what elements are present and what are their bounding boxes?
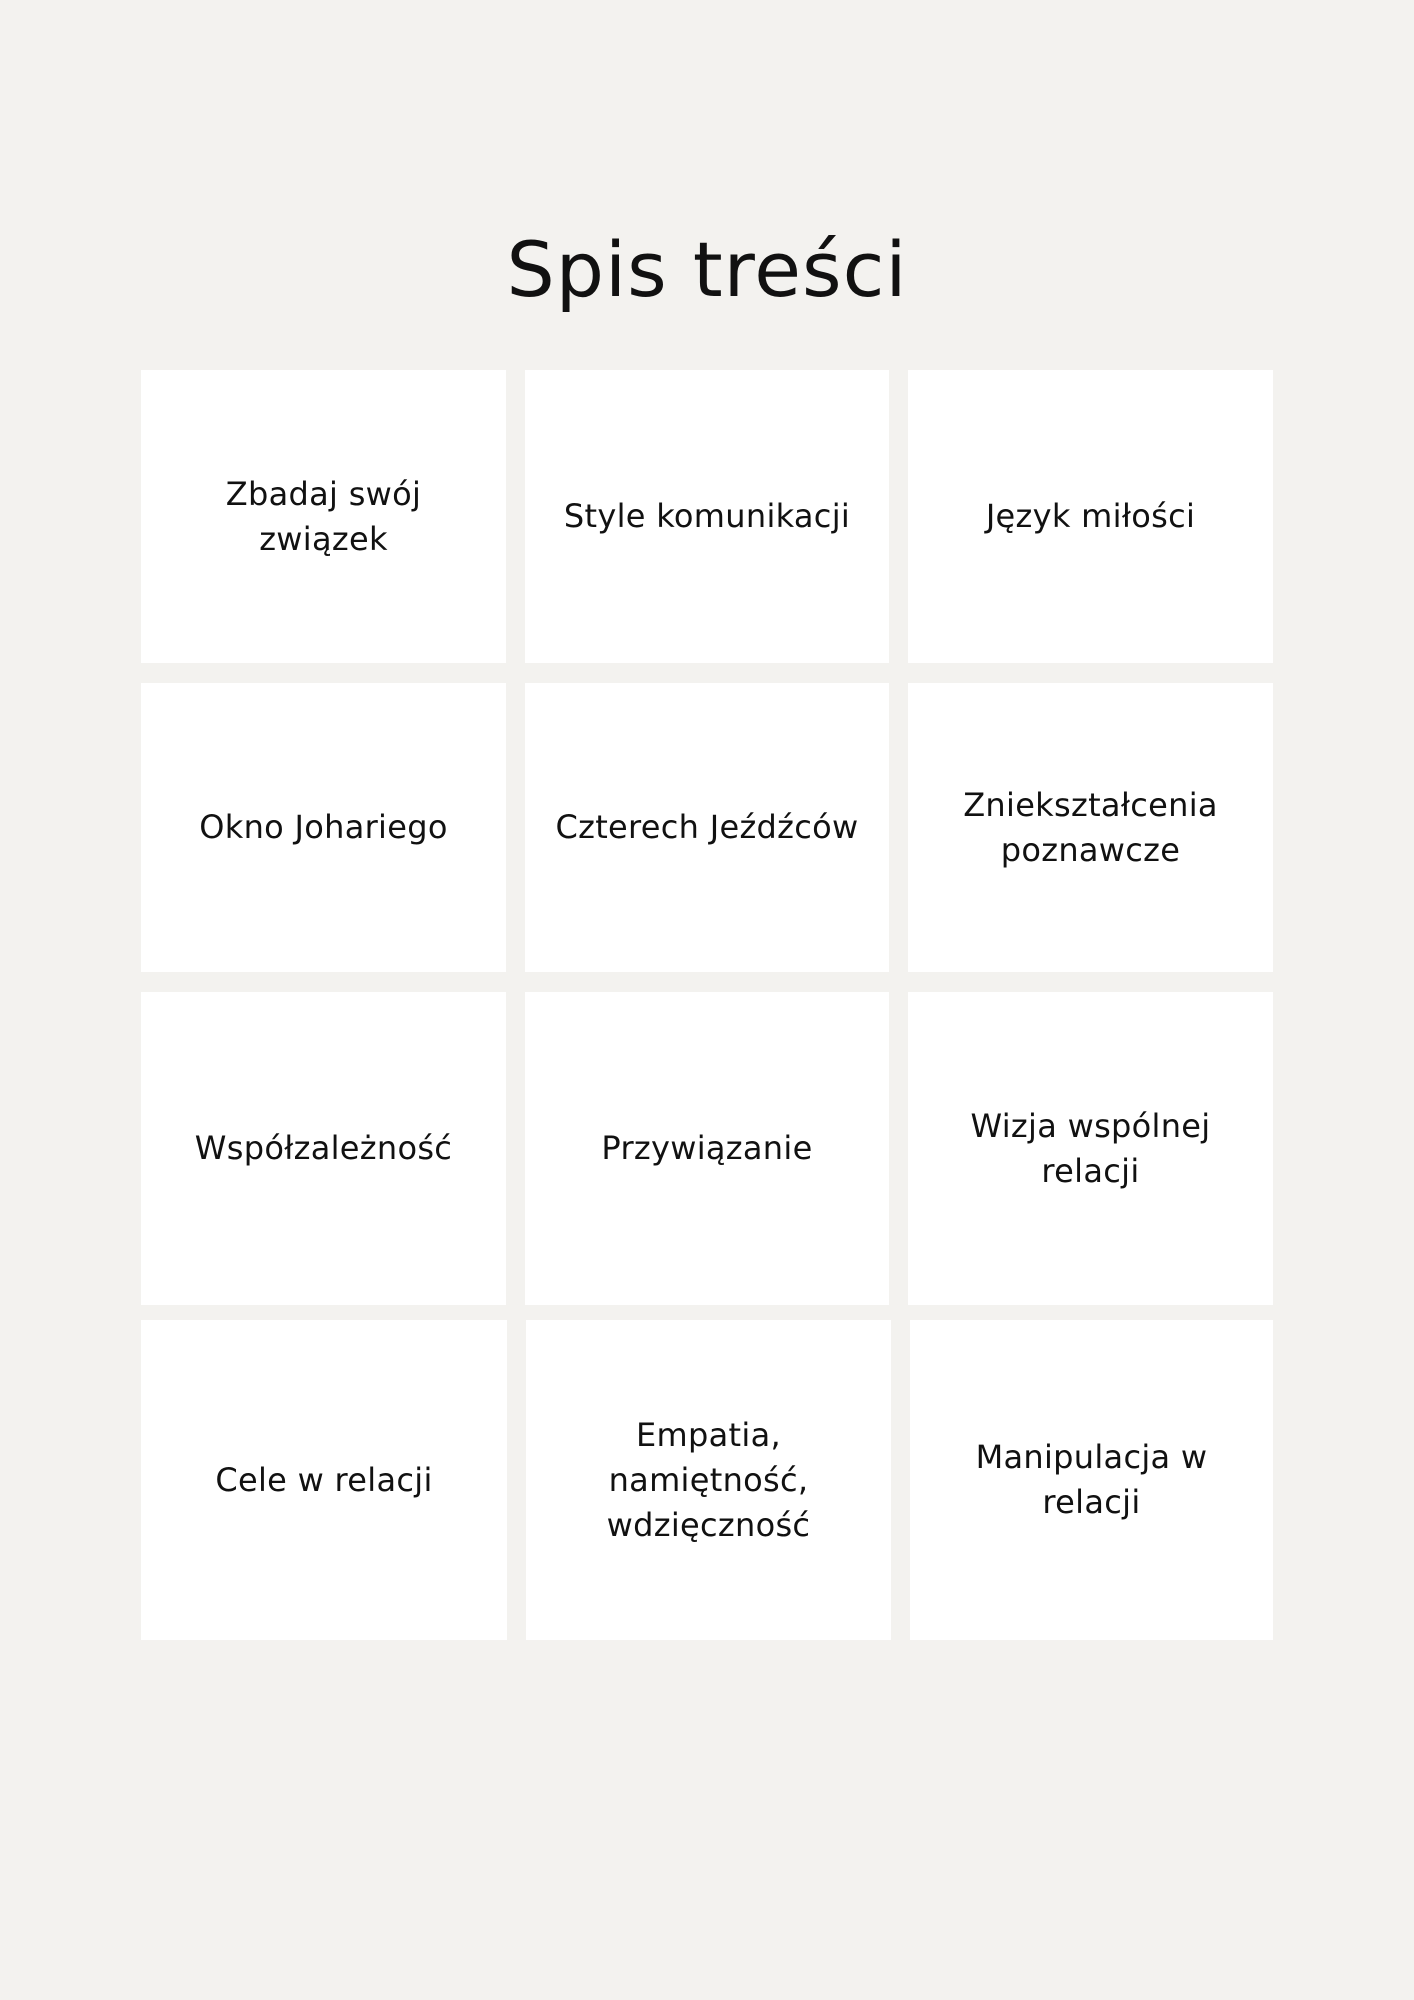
toc-item-label: Czterech Jeźdźców — [555, 808, 859, 846]
toc-item-label: Manipulacja w relacji — [975, 1438, 1208, 1521]
toc-item-cele-w-relacji[interactable] — [141, 1320, 507, 1640]
toc-item-wizja-wspolnej-relacji[interactable] — [908, 992, 1273, 1305]
toc-item-znieksztalcenia-poznawcze[interactable] — [908, 683, 1273, 972]
toc-item-label: Style komunikacji — [563, 497, 851, 535]
toc-item-czterech-jezdzcow[interactable] — [525, 683, 889, 972]
toc-item-manipulacja-w-relacji[interactable] — [910, 1320, 1273, 1640]
toc-item-label: Okno Johariego — [199, 808, 448, 846]
toc-item-okno-johariego[interactable] — [141, 683, 506, 972]
toc-item-label: Przywiązanie — [601, 1129, 813, 1167]
toc-item-label: Współzależność — [194, 1129, 453, 1167]
toc-item-label: Wizja wspólnej relacji — [970, 1106, 1211, 1190]
toc-item-label: Zbadaj swój związek — [225, 474, 422, 558]
toc-item-wspolzaleznosc[interactable] — [141, 992, 506, 1305]
toc-item-label: Zniekształcenia poznawcze — [963, 785, 1218, 869]
toc-item-zbadaj-swoj-zwiazek[interactable] — [141, 370, 506, 663]
toc-item-jezyk-milosci[interactable] — [908, 370, 1273, 663]
toc-item-style-komunikacji[interactable] — [525, 370, 889, 663]
toc-item-label: Język miłości — [985, 497, 1196, 535]
toc-item-empatia-namietnosc-wdziecznosc[interactable] — [526, 1320, 891, 1640]
toc-item-przywiazanie[interactable] — [525, 992, 889, 1305]
toc-item-label: Empatia, namiętność, wdzięczność — [606, 1415, 811, 1544]
page-title: Spis treści — [506, 225, 908, 314]
toc-item-label: Cele w relacji — [215, 1460, 433, 1499]
